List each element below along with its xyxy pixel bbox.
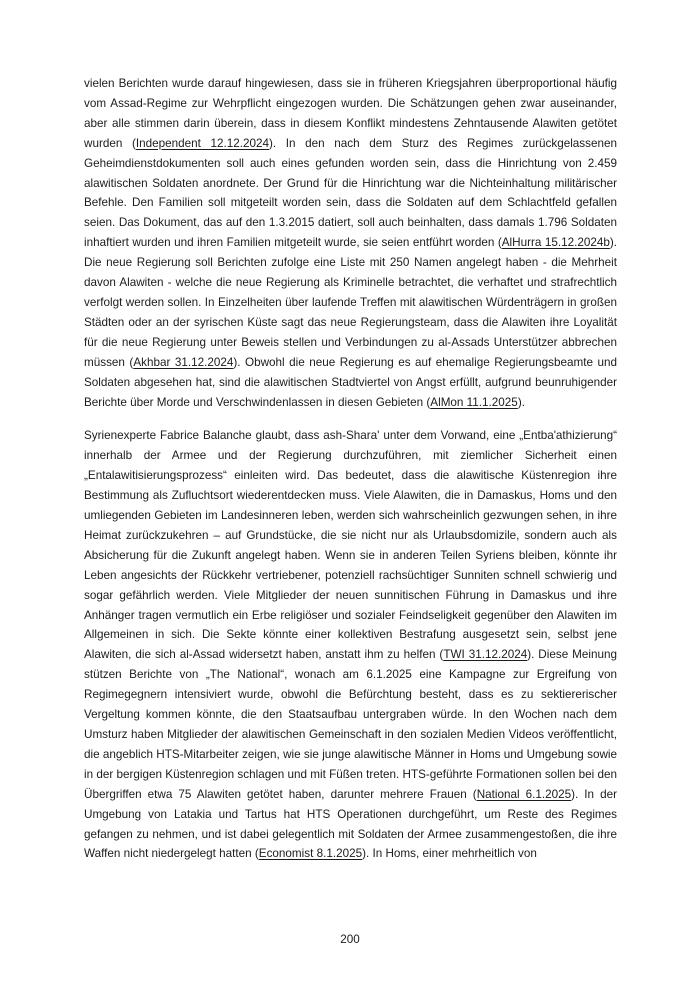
text-run: ). In den nach dem Sturz des Regimes zurückgelassenen Geheimdienstdokumenten soll auch eines gefunden worden sein, dass die Hinrichtung von 2.459 alawitischen Soldaten anordnete. Der Grund für die Hinrichtung war die Nichteinhaltung militärischer Befehle. Den Familien soll mitgeteilt worden sein, dass die Soldaten auf dem Schlachtfeld gefallen seien. Das Dokument, das auf den 1.3.2015 datiert, soll auch beinhalten, dass damals 1.796 Soldaten inhaftiert wurden und ihren Familien mitgeteilt wurde, sie seien entführt worden ( (84, 136, 617, 250)
citation-link[interactable]: Independent 12.12.2024 (135, 136, 269, 150)
text-run: ). (517, 395, 525, 409)
citation-link[interactable]: Economist 8.1.2025 (258, 847, 363, 861)
text-run: ). Diese Meinung stützen Berichte von „The National“, wonach am 6.1.2025 eine Kampagne zur Ergreifung von Regimegegnern intensiviert wurde, obwohl die Befürchtung besteht, dass es zu sektiererischer Vergeltung kommen könnte, die den Staatsaufbau untergraben würde. In den Wochen nach dem Umsturz haben Mitglieder der alawitischen Gemeinschaft in den sozialen Medien Videos veröffentlicht, die angeblich HTS-Mitarbeiter zeigen, wie sie junge alawitische Männer in Homs und Umgebung sowie in der bergigen Küstenregion schlagen und mit Füßen treten. HTS-geführte Formationen sollen bei den Übergriffen etwa 75 Alawiten getötet haben, darunter mehrere Frauen ( (84, 648, 617, 801)
text-run: Syrienexperte Fabrice Balanche glaubt, dass ash-Shara' unter dem Vorwand, eine „Entba'athizierung“ innerhalb der Armee und der Regierung durchzuführen, mit ziemlicher Sicherheit einen „Entalawitisierungsprozess“ einleiten wird. Das bedeutet, dass die alawitische Küstenregion ihre Bestimmung als Zufluchtsort wiederentdecken muss. Viele Alawiten, die in Damaskus, Homs und den umliegenden Gebieten im Landesinneren leben, werden sich wahrscheinlich gezwungen sehen, in ihre Heimat zurückzukehren – auf Grundstücke, die sie nicht nur als Urlaubsdomizile, sondern auch als Absicherung für die Zukunft angelegt haben. Wenn sie in anderen Teilen Syriens bleiben, könnte ihr Leben angesichts der Rückkehr vertriebener, potenziell rachsüchtiger Sunniten schnell schwierig und sogar gefährlich werden. Viele Mitglieder der neuen sunnitischen Führung in Damaskus und ihre Anhänger tragen vermutlich ein Erbe religiöser und sozialer Feindseligkeit gegenüber den Alawiten im Allgemeinen in sich. Die Sekte könnte einer kollektiven Bestrafung ausgesetzt sein, selbst jene Alawiten, die sich al-Assad widersetzt haben, anstatt ihm zu helfen ( (84, 429, 617, 662)
page-number: 200 (340, 933, 360, 946)
citation-link[interactable]: Akhbar 31.12.2024 (133, 355, 234, 369)
citation-link[interactable]: AlHurra 15.12.2024b (501, 236, 610, 250)
text-run: ). In Homs, einer mehrheitlich von (362, 847, 537, 861)
text-run: ). Obwohl die neue Regierung es auf ehemalige Regierungsbeamte und Soldaten abgesehen hat, sind die alawitischen Stadtviertel von Angst erfüllt, aufgrund beunruhigender Berichte über Morde und Verschwindenlassen in diesen Gebieten ( (84, 355, 617, 409)
text-run: ). In der Umgebung von Latakia und Tartus hat HTS Operationen durchgeführt, um Reste des Regimes gefangen zu nehmen, und ist dabei gelegentlich mit Soldaten der Armee zusammengestoßen, die ihre Waffen nicht niedergelegt hatten ( (84, 787, 617, 861)
citation-link[interactable]: TWI 31.12.2024 (443, 648, 528, 662)
body-paragraph (84, 426, 617, 864)
body-paragraph (84, 74, 617, 412)
page-content (84, 74, 617, 878)
citation-link[interactable]: National 6.1.2025 (476, 787, 572, 801)
citation-link[interactable]: AlMon 11.1.2025 (430, 395, 518, 409)
text-run: ). Die neue Regierung soll Berichten zufolge eine Liste mit 250 Namen angelegt haben - die Mehrheit davon Alawiten - welche die neue Regierung als Kriminelle betrachtet, die verhaftet und strafrechtlich verfolgt werden sollen. In Einzelheiten über laufende Treffen mit alawitischen Würdenträgern in großen Städten oder an der syrischen Küste sagt das neue Regierungsteam, dass die Alawiten ihre Loyalität für die neue Regierung unter Beweis stellen und Verbindungen zu al-Assads Unterstützer abbrechen müssen ( (84, 236, 618, 369)
text-run: vielen Berichten wurde darauf hingewiesen, dass sie in früheren Kriegsjahren überproportional häufig vom Assad-Regime zur Wehrpflicht eingezogen wurden. Die Schätzungen gehen zwar auseinander, aber alle stimmen darin überein, dass in diesem Konflikt mindestens Zehntausende Alawiten getötet wurden ( (84, 77, 617, 150)
